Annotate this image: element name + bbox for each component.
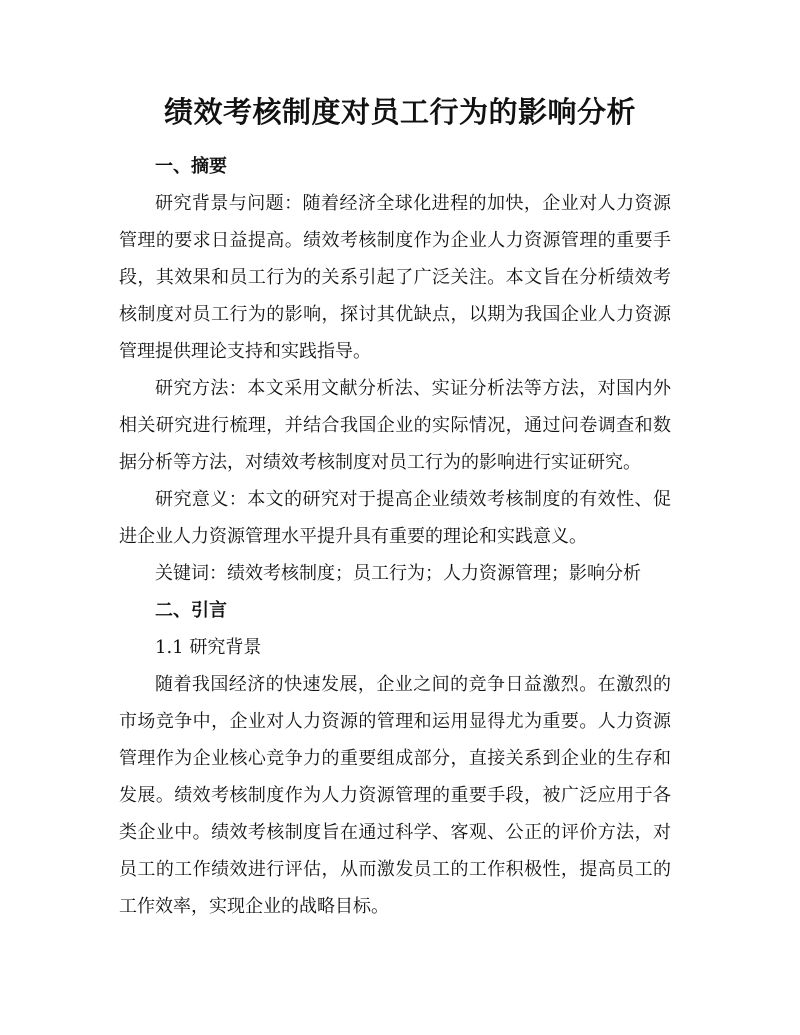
intro-subheading: 1.1 研究背景 [155,637,262,658]
intro-background-paragraph: 随着我国经济的快速发展，企业之间的竞争日益激烈。在激烈的市场竞争中，企业对人力资源的管理和运用显得尤为重要。人力资源管理作为企业核心竞争力的重要组成部分，直接关系到企业的生存和发展。绩效考核制度作为人力资源管理的重要手段，被广泛应用于各类企业中。绩效考核制度旨在通过科学、客观、公正的评价方法，对员工的工作绩效进行评估，从而激发员工的工作积极性，提高员工的工作效率，实现企业的战略目标。 [119,674,671,917]
keywords-line: 关键词：绩效考核制度；员工行为；人力资源管理；影响分析 [155,563,641,584]
document-title: 绩效考核制度对员工行为的影响分析 [163,95,636,129]
abstract-method-paragraph: 研究方法：本文采用文献分析法、实证分析法等方法，对国内外相关研究进行梳理，并结合我国企业的实际情况，通过问卷调查和数据分析等方法，对绩效考核制度对员工行为的影响进行实证研究。 [119,378,671,473]
intro-heading: 二、引言 [155,600,227,621]
abstract-heading: 一、摘要 [155,156,227,177]
document-body [119,148,671,925]
abstract-significance-paragraph: 研究意义：本文的研究对于提高企业绩效考核制度的有效性、促进企业人力资源管理水平提升具有重要的理论和实践意义。 [119,489,671,547]
abstract-background-paragraph: 研究背景与问题：随着经济全球化进程的加快，企业对人力资源管理的要求日益提高。绩效考核制度作为企业人力资源管理的重要手段，其效果和员工行为的关系引起了广泛关注。本文旨在分析绩效考核制度对员工行为的影响，探讨其优缺点，以期为我国企业人力资源管理提供理论支持和实践指导。 [119,193,671,362]
